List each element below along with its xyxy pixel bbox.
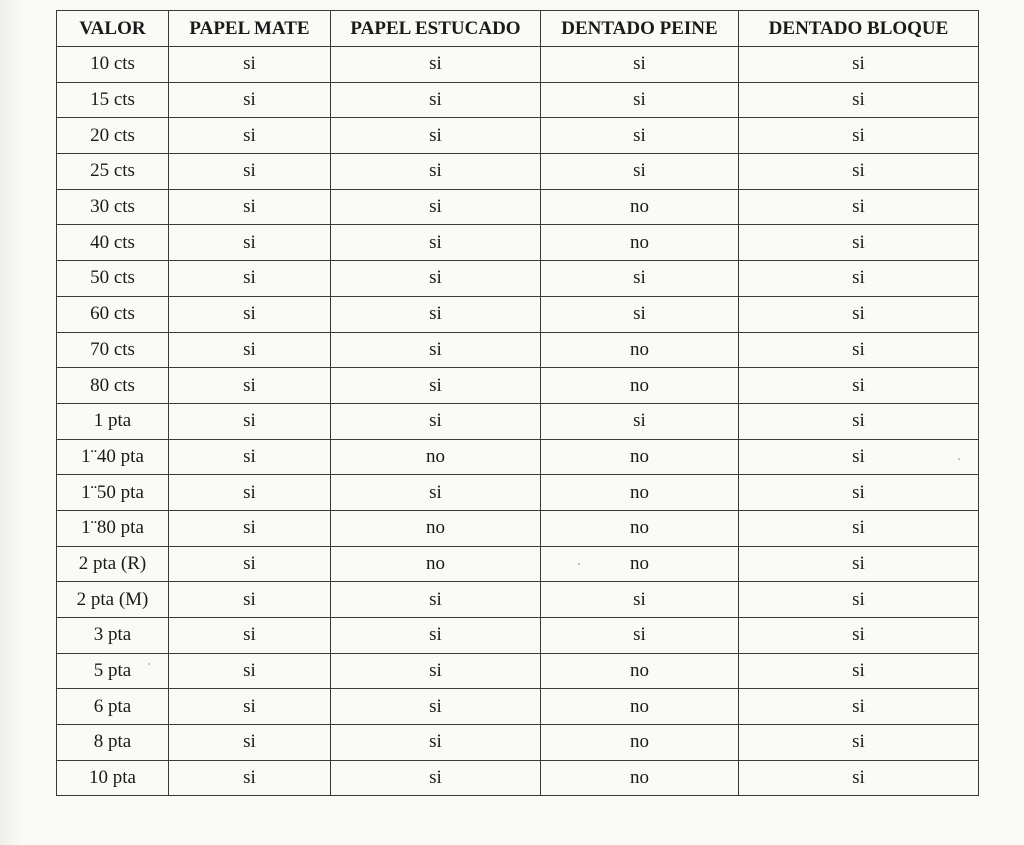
cell-valor: 80 cts xyxy=(57,368,169,404)
cell-papel-mate: si xyxy=(169,189,331,225)
table-row xyxy=(57,225,979,261)
cell-dentado-bloque: si xyxy=(739,689,979,725)
cell-valor: 1¨40 pta xyxy=(57,439,169,475)
cell-papel-mate: si xyxy=(169,582,331,618)
cell-dentado-bloque: si xyxy=(739,618,979,654)
cell-papel-estucado: si xyxy=(331,47,541,83)
cell-dentado-bloque: si xyxy=(739,475,979,511)
table-row xyxy=(57,189,979,225)
cell-dentado-bloque: si xyxy=(739,725,979,761)
cell-papel-mate: si xyxy=(169,154,331,190)
cell-papel-mate: si xyxy=(169,653,331,689)
cell-papel-estucado: si xyxy=(331,118,541,154)
header-valor: VALOR xyxy=(57,11,169,47)
cell-dentado-bloque: si xyxy=(739,510,979,546)
cell-dentado-peine: si xyxy=(541,154,739,190)
table-row xyxy=(57,689,979,725)
cell-dentado-peine: si xyxy=(541,582,739,618)
table-row xyxy=(57,118,979,154)
table-row xyxy=(57,403,979,439)
cell-dentado-bloque: si xyxy=(739,296,979,332)
cell-dentado-bloque: si xyxy=(739,225,979,261)
cell-dentado-bloque: si xyxy=(739,653,979,689)
cell-valor: 2 pta (M) xyxy=(57,582,169,618)
cell-dentado-peine: si xyxy=(541,403,739,439)
cell-dentado-bloque: si xyxy=(739,582,979,618)
cell-valor: 10 pta xyxy=(57,760,169,796)
cell-dentado-peine: no xyxy=(541,546,739,582)
cell-dentado-bloque: si xyxy=(739,154,979,190)
cell-papel-mate: si xyxy=(169,403,331,439)
cell-dentado-bloque: si xyxy=(739,82,979,118)
cell-valor: 1¨50 pta xyxy=(57,475,169,511)
cell-papel-estucado: si xyxy=(331,760,541,796)
cell-papel-mate: si xyxy=(169,760,331,796)
cell-papel-estucado: si xyxy=(331,82,541,118)
cell-dentado-bloque: si xyxy=(739,332,979,368)
cell-dentado-peine: no xyxy=(541,225,739,261)
cell-papel-estucado: si xyxy=(331,225,541,261)
cell-papel-estucado: si xyxy=(331,618,541,654)
header-row xyxy=(57,11,979,47)
cell-dentado-peine: no xyxy=(541,189,739,225)
cell-papel-mate: si xyxy=(169,439,331,475)
cell-dentado-peine: no xyxy=(541,368,739,404)
cell-papel-estucado: si xyxy=(331,403,541,439)
table-row xyxy=(57,510,979,546)
cell-papel-estucado: si xyxy=(331,189,541,225)
cell-dentado-bloque: si xyxy=(739,403,979,439)
cell-valor: 40 cts xyxy=(57,225,169,261)
table-row xyxy=(57,154,979,190)
cell-dentado-peine: no xyxy=(541,332,739,368)
cell-papel-mate: si xyxy=(169,47,331,83)
cell-papel-estucado: si xyxy=(331,296,541,332)
cell-dentado-bloque: si xyxy=(739,546,979,582)
cell-valor: 10 cts xyxy=(57,47,169,83)
table-row xyxy=(57,439,979,475)
table-row xyxy=(57,653,979,689)
cell-dentado-bloque: si xyxy=(739,189,979,225)
cell-papel-estucado: no xyxy=(331,546,541,582)
cell-valor: 2 pta (R) xyxy=(57,546,169,582)
cell-papel-mate: si xyxy=(169,332,331,368)
cell-papel-estucado: si xyxy=(331,332,541,368)
cell-papel-estucado: no xyxy=(331,439,541,475)
table-row xyxy=(57,296,979,332)
cell-papel-estucado: si xyxy=(331,368,541,404)
cell-dentado-bloque: si xyxy=(739,47,979,83)
scan-speck xyxy=(958,458,960,460)
cell-dentado-peine: si xyxy=(541,618,739,654)
cell-dentado-peine: si xyxy=(541,261,739,297)
scan-edge-shadow xyxy=(0,0,22,845)
cell-dentado-bloque: si xyxy=(739,760,979,796)
cell-valor: 6 pta xyxy=(57,689,169,725)
cell-papel-mate: si xyxy=(169,225,331,261)
header-dentado-bloque: DENTADO BLOQUE xyxy=(739,11,979,47)
header-dentado-peine: DENTADO PEINE xyxy=(541,11,739,47)
cell-valor: 60 cts xyxy=(57,296,169,332)
cell-dentado-peine: si xyxy=(541,47,739,83)
cell-papel-mate: si xyxy=(169,510,331,546)
table-row xyxy=(57,261,979,297)
cell-papel-estucado: si xyxy=(331,154,541,190)
table-row xyxy=(57,332,979,368)
table-row xyxy=(57,760,979,796)
table-row xyxy=(57,475,979,511)
cell-papel-mate: si xyxy=(169,82,331,118)
cell-papel-mate: si xyxy=(169,689,331,725)
cell-papel-estucado: si xyxy=(331,725,541,761)
cell-dentado-bloque: si xyxy=(739,118,979,154)
cell-dentado-peine: si xyxy=(541,296,739,332)
table-row xyxy=(57,82,979,118)
scan-speck xyxy=(148,663,150,665)
table-row xyxy=(57,725,979,761)
table-row xyxy=(57,546,979,582)
cell-papel-estucado: si xyxy=(331,475,541,511)
cell-dentado-peine: no xyxy=(541,510,739,546)
cell-dentado-bloque: si xyxy=(739,261,979,297)
cell-dentado-bloque: si xyxy=(739,368,979,404)
table-row xyxy=(57,47,979,83)
table-row xyxy=(57,618,979,654)
cell-papel-mate: si xyxy=(169,546,331,582)
cell-papel-mate: si xyxy=(169,475,331,511)
cell-valor: 8 pta xyxy=(57,725,169,761)
cell-valor: 20 cts xyxy=(57,118,169,154)
scan-speck xyxy=(578,563,580,565)
table-row xyxy=(57,368,979,404)
cell-valor: 30 cts xyxy=(57,189,169,225)
table-row xyxy=(57,582,979,618)
cell-valor: 1¨80 pta xyxy=(57,510,169,546)
cell-papel-estucado: si xyxy=(331,689,541,725)
cell-papel-mate: si xyxy=(169,261,331,297)
table-body xyxy=(57,47,979,796)
cell-papel-mate: si xyxy=(169,118,331,154)
cell-valor: 5 pta xyxy=(57,653,169,689)
cell-valor: 50 cts xyxy=(57,261,169,297)
cell-dentado-peine: si xyxy=(541,118,739,154)
cell-dentado-peine: no xyxy=(541,760,739,796)
header-papel-estucado: PAPEL ESTUCADO xyxy=(331,11,541,47)
cell-valor: 15 cts xyxy=(57,82,169,118)
cell-papel-estucado: si xyxy=(331,261,541,297)
cell-dentado-peine: no xyxy=(541,689,739,725)
cell-valor: 70 cts xyxy=(57,332,169,368)
cell-valor: 1 pta xyxy=(57,403,169,439)
header-papel-mate: PAPEL MATE xyxy=(169,11,331,47)
cell-valor: 3 pta xyxy=(57,618,169,654)
table-header xyxy=(57,11,979,47)
cell-papel-mate: si xyxy=(169,725,331,761)
cell-papel-mate: si xyxy=(169,296,331,332)
cell-papel-estucado: no xyxy=(331,510,541,546)
cell-papel-estucado: si xyxy=(331,582,541,618)
cell-dentado-peine: no xyxy=(541,439,739,475)
cell-papel-estucado: si xyxy=(331,653,541,689)
cell-dentado-peine: si xyxy=(541,82,739,118)
stamp-varieties-table xyxy=(56,10,979,796)
cell-dentado-bloque: si xyxy=(739,439,979,475)
cell-papel-mate: si xyxy=(169,368,331,404)
cell-dentado-peine: no xyxy=(541,475,739,511)
cell-valor: 25 cts xyxy=(57,154,169,190)
cell-papel-mate: si xyxy=(169,618,331,654)
cell-dentado-peine: no xyxy=(541,653,739,689)
cell-dentado-peine: no xyxy=(541,725,739,761)
